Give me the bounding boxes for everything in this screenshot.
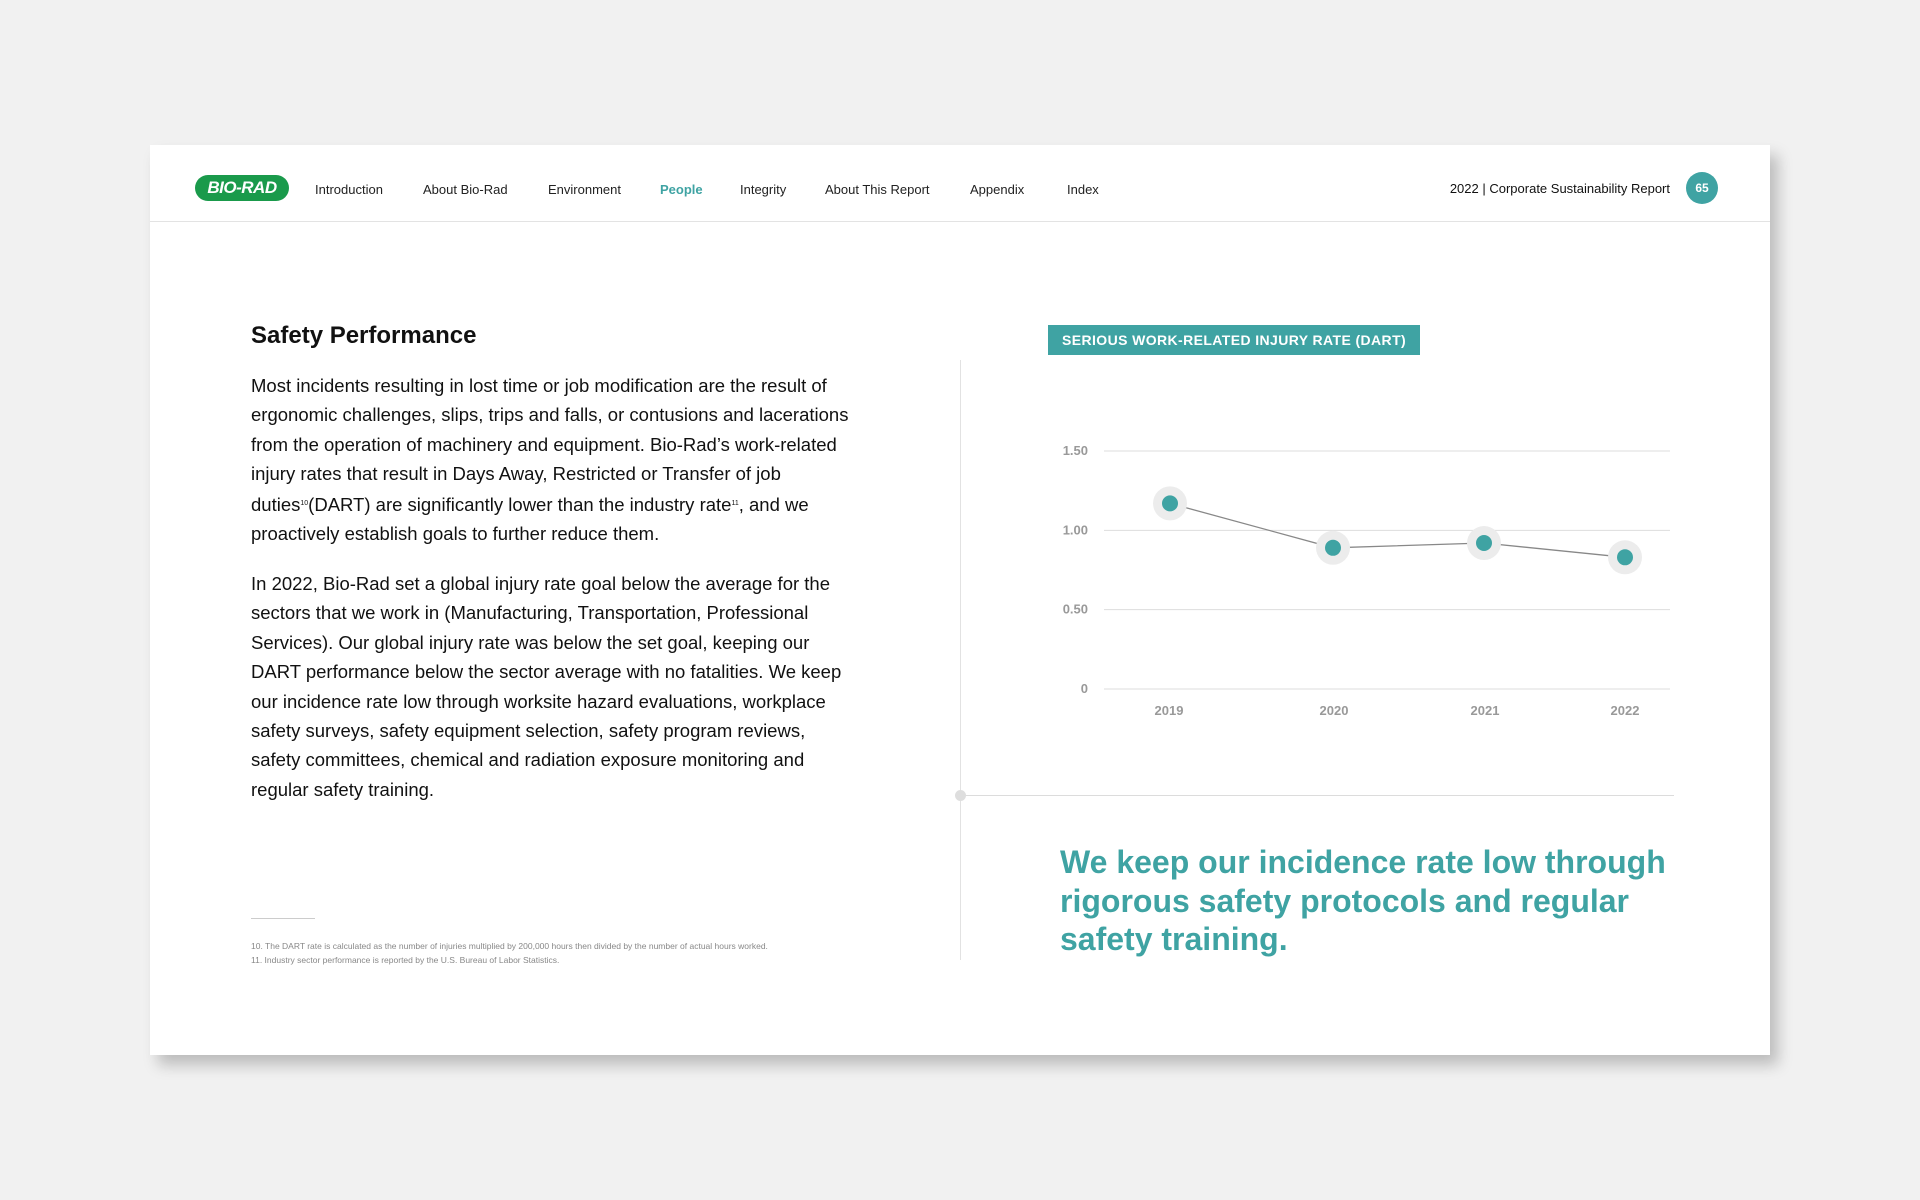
intro-text-c: , and we proactively establish goals to further reduce them.	[251, 493, 809, 545]
chart-title: SERIOUS WORK-RELATED INJURY RATE (DART)	[1048, 325, 1420, 355]
nav-item-about-this-report[interactable]: About This Report	[825, 182, 930, 197]
nav-item-about-bio-rad[interactable]: About Bio-Rad	[423, 182, 508, 197]
footnote-ref-11: 11	[731, 499, 739, 507]
y-tick-label: 0.50	[1062, 601, 1088, 617]
x-tick-label: 2021	[1470, 703, 1500, 718]
report-title: 2022 | Corporate Sustainability Report	[1449, 181, 1670, 196]
x-tick-label: 2022	[1610, 703, 1640, 718]
footnote-11: 11. Industry sector performance is reported by the U.S. Bureau of Labor Statistics.	[251, 955, 560, 965]
footnote-10: 10. The DART rate is calculated as the number of injuries multiplied by 200,000 hours then divided by the number of actual hours worked.	[251, 941, 768, 951]
data-point	[1162, 495, 1178, 511]
page-number-badge: 65	[1686, 172, 1718, 204]
data-point	[1617, 549, 1633, 565]
y-tick-label: 1.00	[1062, 522, 1088, 538]
intro-text-a: Most incidents resulting in lost time or job modification are the result of ergonomic challenges, slips, trips and falls, or contusions and lacerations from the operation of machinery and equipment. Bio-Rad’s work-related injury rates that result in Days Away, Restricted or Transfer of job duties	[251, 375, 849, 515]
y-tick-label: 1.50	[1062, 443, 1088, 458]
data-point	[1325, 540, 1341, 556]
nav-item-integrity[interactable]: Integrity	[740, 182, 787, 197]
bio-rad-logo[interactable]: BIO-RAD	[195, 175, 289, 201]
section-heading: Safety Performance	[251, 322, 477, 349]
x-tick-label: 2019	[1154, 703, 1184, 718]
footnote-ref-10: 10	[300, 499, 309, 507]
y-tick-label: 0	[1080, 681, 1088, 696]
nav-item-appendix[interactable]: Appendix	[970, 182, 1025, 197]
report-page	[150, 145, 1770, 1055]
nav-item-index[interactable]: Index	[1067, 182, 1099, 197]
data-point	[1476, 535, 1492, 551]
nav-item-environment[interactable]: Environment	[548, 182, 621, 197]
pull-quote: We keep our incidence rate low through rigorous safety protocols and regular safety training.	[1060, 844, 1666, 957]
intro-text-b: (DART) are significantly lower than the industry rate	[308, 493, 732, 515]
nav-item-introduction[interactable]: Introduction	[315, 182, 383, 197]
nav-item-people[interactable]: People	[660, 182, 703, 197]
x-tick-label: 2020	[1319, 703, 1349, 718]
goals-paragraph: In 2022, Bio-Rad set a global injury rate goal below the average for the sectors that we work in (Manufacturing, Transportation, Professional Services). Our global injury rate was below the set goal, keeping our DART performance below the sector average with no fatalities. We keep our incidence rate low through worksite hazard evaluations, workplace safety surveys, safety equipment selection, safety program reviews, safety committees, chemical and radiation exposure monitoring and regular safety training.	[251, 573, 842, 800]
